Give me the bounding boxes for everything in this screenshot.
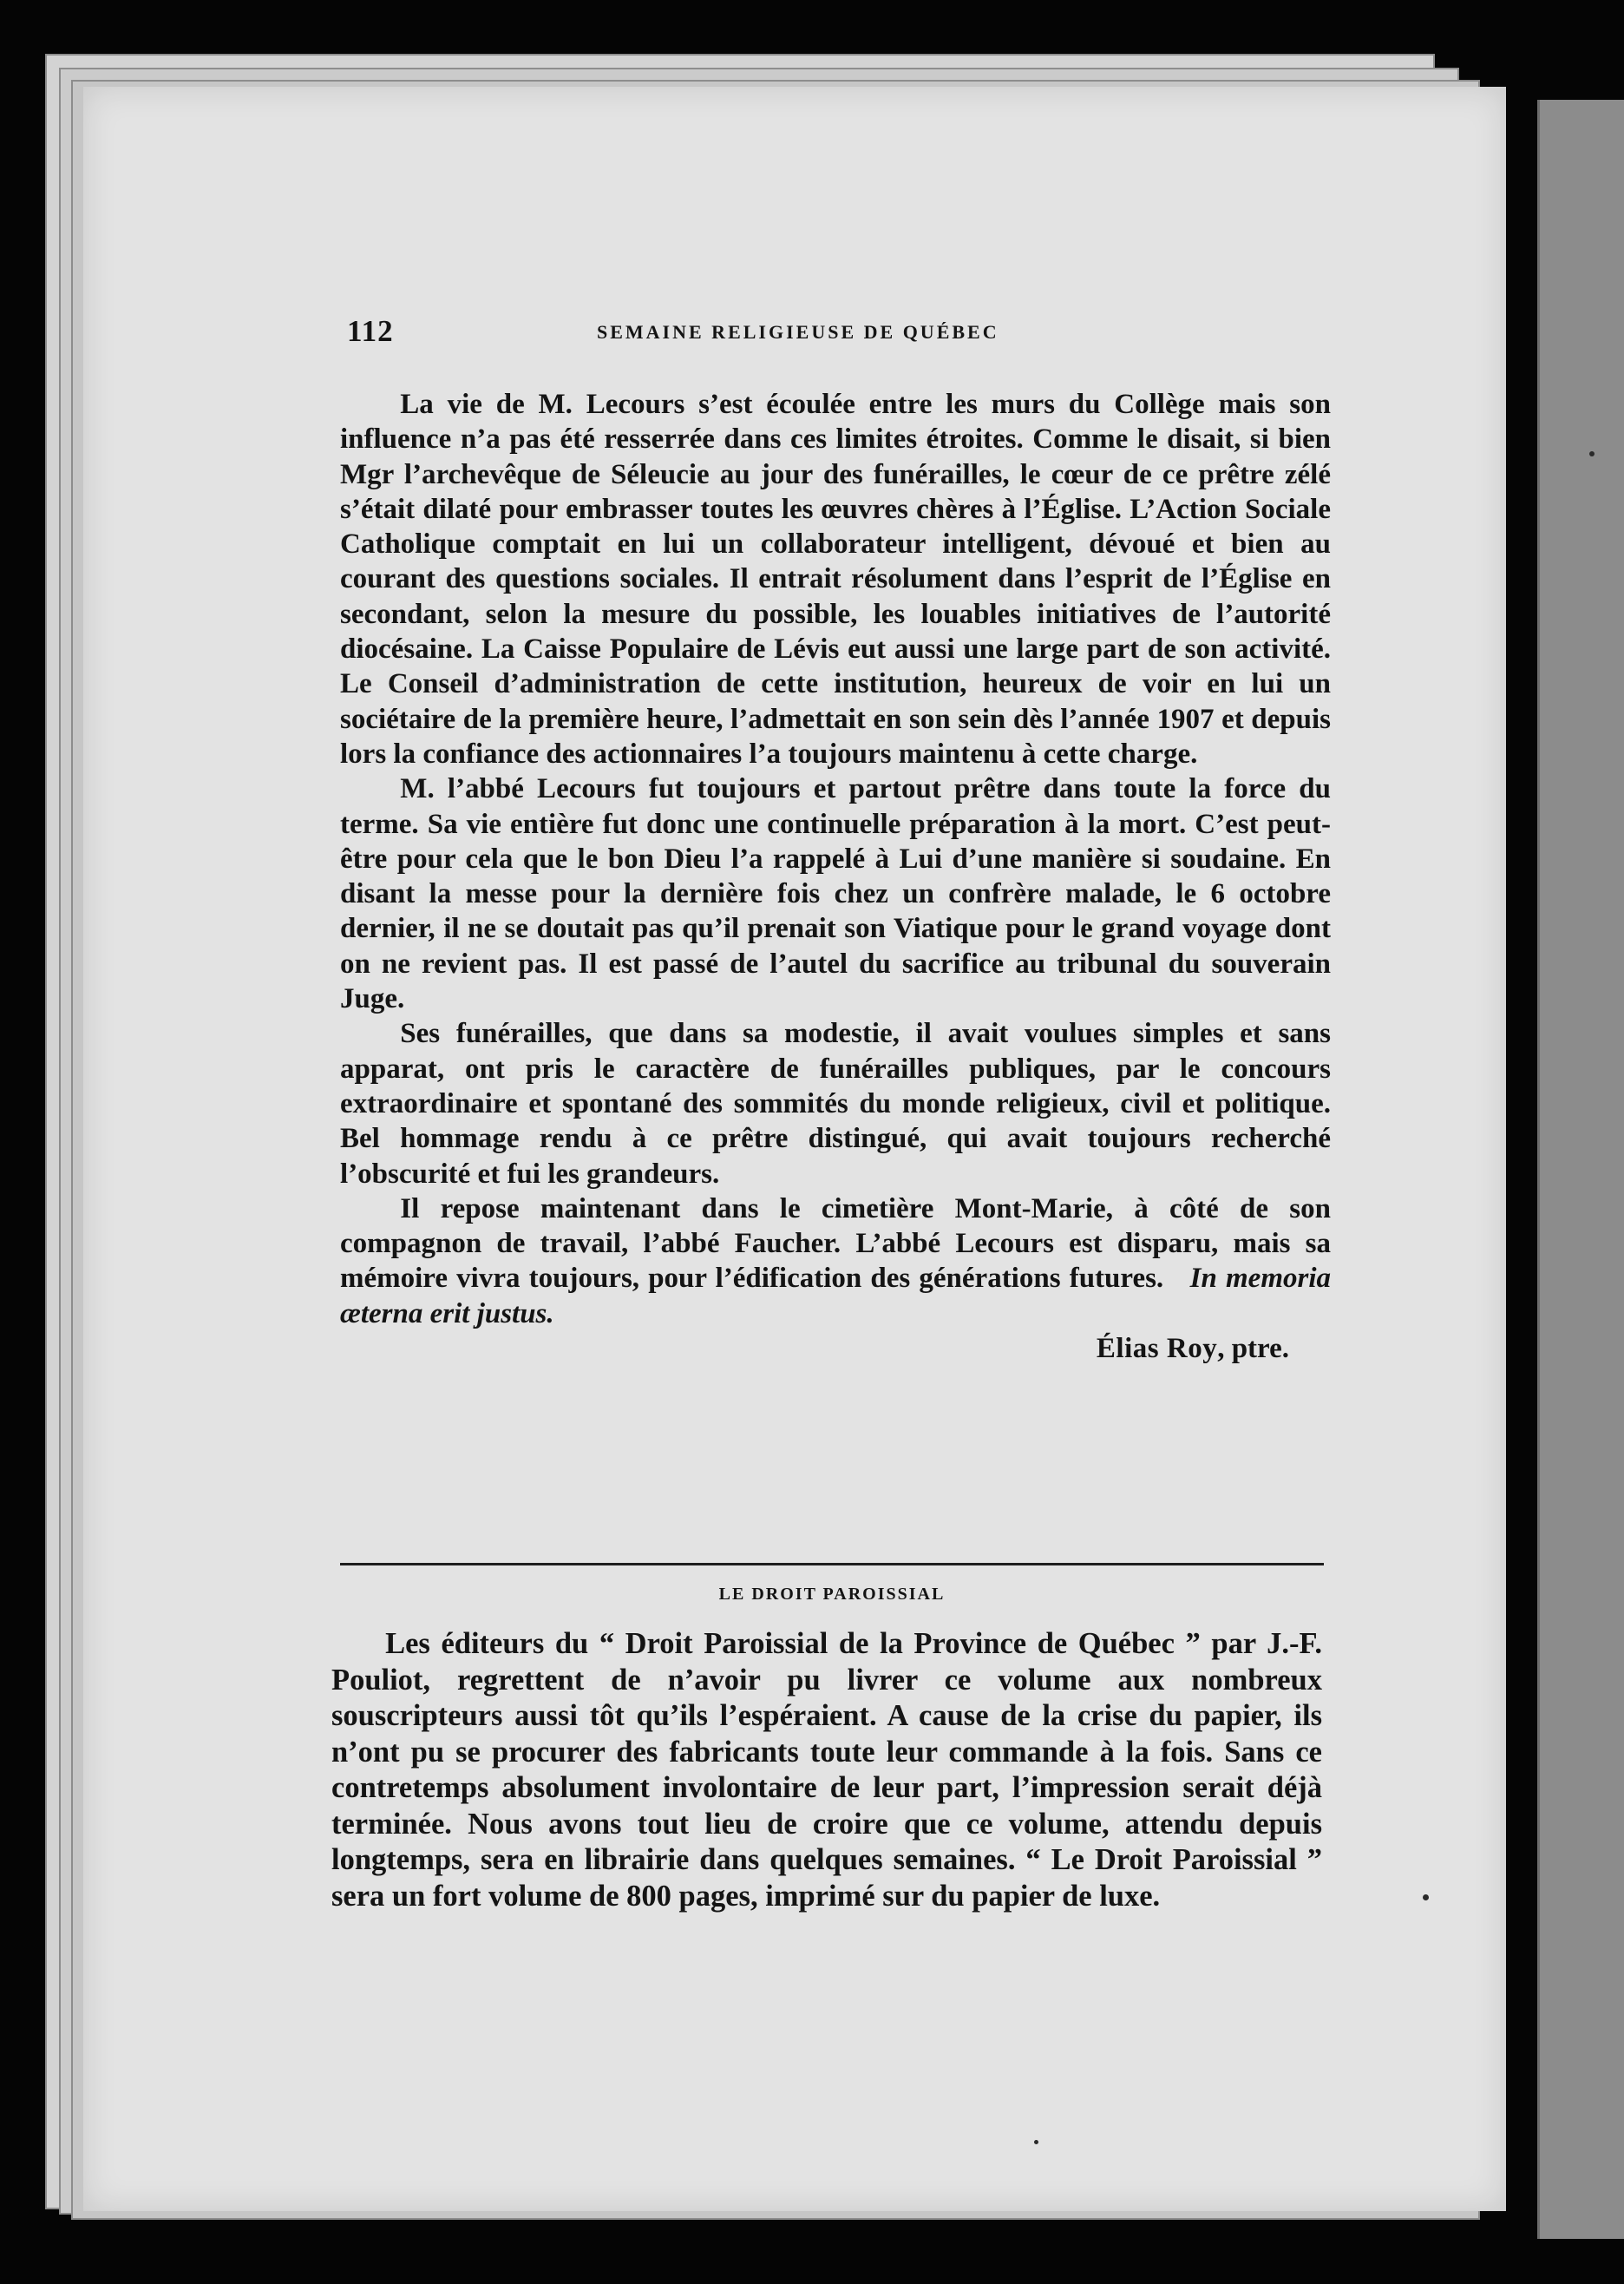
signature-title: , ptre.	[1217, 1333, 1289, 1365]
signature	[340, 1331, 1331, 1366]
section-divider	[340, 1563, 1324, 1565]
article-paragraph-last	[340, 1191, 1331, 1331]
article-paragraph: La vie de M. Lecours s’est écoulée entre les murs du Collège mais son influence n’a pas été resserrée dans ces limites étroites. Comme le disait, si bien Mgr l’archevêque de Séleucie au jour des funérailles, le cœur de ce prêtre zélé s’était dilaté pour embrasser toutes les œuvres chères à l’Église. L’Action Sociale Catholique comptait en lui un collaborateur intelligent, dévoué et bien au courant des questions sociales. Il entrait résolument dans l’esprit de l’Église en secondant, selon la mesure du possible, les louables initiatives de l’autorité diocésaine. La Caisse Populaire de Lévis eut aussi une large part de son activité. Le Conseil d’administration de cette institution, heureux de voir en lui un sociétaire de la première heure, l’admettait en son sein dès l’année 1907 et depuis lors la confiance des actionnaires l’a toujours maintenu à cette charge.	[340, 389, 1331, 770]
notice-paragraph: Les éditeurs du “ Droit Paroissial de la Province de Québec ” par J.-F. Pouliot, regrettent de n’avoir pu livrer ce volume aux nombreux souscripteurs aussi tôt qu’ils l’espéraient. A cause de la crise du papier, ils n’ont pu se procurer des fabricants toute leur commande à la fois. Sans ce contretemps absolument involontaire de leur part, l’impression serait déjà terminée. Nous avons tout lieu de croire que ce volume, attendu depuis longtemps, sera en librairie dans quelques semaines. “ Le Droit Paroissial ” sera un fort volume de 800 pages, imprimé sur du papier de luxe.	[331, 1627, 1322, 1913]
article-body	[340, 387, 1331, 1366]
running-head	[347, 314, 1379, 356]
page-number: 112	[347, 314, 394, 348]
paper-speck	[1423, 1894, 1429, 1900]
latin-quote: In memoria æterna erit justus.	[340, 1263, 1332, 1329]
binding-board	[1537, 100, 1624, 2239]
paper-speck	[1589, 451, 1595, 456]
article-paragraph-text: Il repose maintenant dans le cimetière Mont-Marie, à côté de son compagnon de travail, l’abbé Faucher. L’abbé Lecours est disparu, mais sa mémoire vivra toujours, pour l’édification des générations futures.	[340, 1192, 1331, 1295]
article-paragraph: Ses funérailles, que dans sa modestie, il avait voulues simples et sans apparat, ont pris le caractère de funérailles publiques, par le concours extraordinaire et spontané des sommités du monde religieux, civil et politique. Bel hommage rendu à ce prêtre distingué, qui avait toujours recherché l’obscurité et fui les grandeurs.	[340, 1018, 1331, 1190]
signature-name: Élias Roy	[1096, 1333, 1218, 1365]
notice-body	[331, 1626, 1322, 1914]
journal-title: SEMAINE RELIGIEUSE DE QUÉBEC	[597, 321, 999, 343]
section-title: LE DROIT PAROISSIAL	[718, 1585, 946, 1604]
paper-speck	[1034, 2140, 1038, 2144]
article-paragraph: M. l’abbé Lecours fut toujours et partout prêtre dans toute la force du terme. Sa vie entière fut donc une continuelle préparation à la mort. C’est peut-être pour cela que le bon Dieu l’a rappelé à Lui d’une manière si soudaine. En disant la messe pour la dernière fois chez un confrère malade, le 6 octobre dernier, il ne se doutait pas qu’il prenait son Viatique pour le grand voyage dont on ne revient pas. Il est passé de l’autel du sacrifice au tribunal du souverain Juge.	[340, 773, 1331, 1015]
